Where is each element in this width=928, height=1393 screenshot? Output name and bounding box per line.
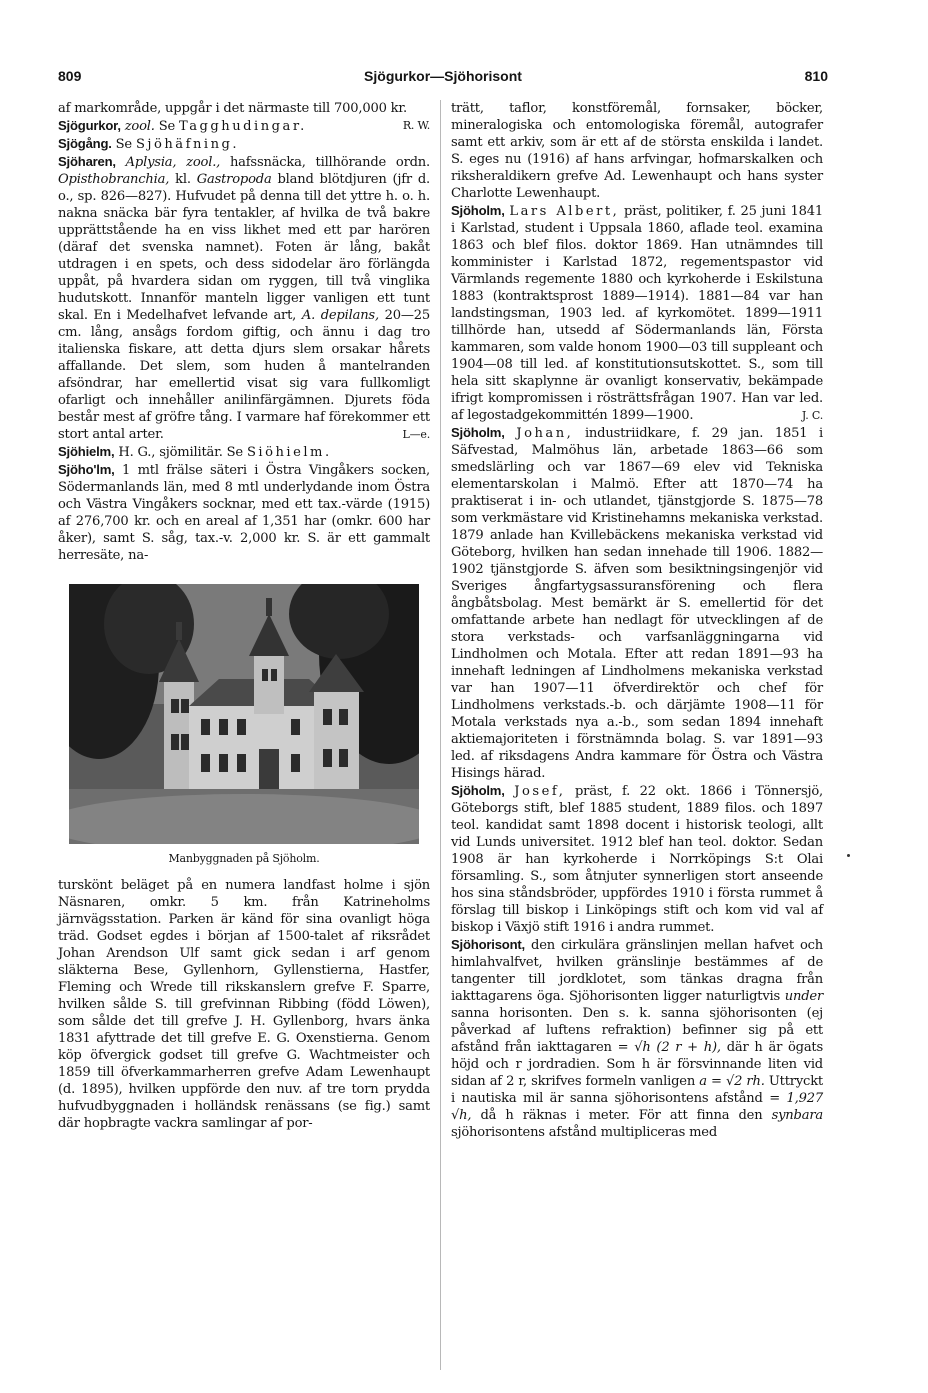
cross-reference: Siöhielm. xyxy=(246,445,332,460)
author-signature: L—e. xyxy=(402,428,430,441)
entry-person-name: Josef, xyxy=(514,784,566,799)
entry-sjohielm: Sjöhielm, H. G., sjömilitär. Se Siöhielm. xyxy=(58,444,332,460)
entry-sjoholm-johan: Sjöholm, Johan, industriidkare, f. 29 jan. 1851 i Säfvestad, Malmöhus län, arbetade 1863—66 som smedslärling och var 1867—69 elev vid Tekniska elementarskolan i Malmö. Efter att 1870—74 ha praktiserat i in- och utlandet, tjänstgjorde S. 1875—78 som verkmästare vid Kristinehamns mekaniska verkstad. 1879 anlade han Kvillebäckens mekaniska verkstad vid Göteborg, hvilken han sedan innehade till 1906. 1882—1902 tjänstgjorde S. äfven som besiktningsingenjör vid Sveriges ångfartygsassuransförening och flera ångbåtsbolag. Mest bemärkt är S. emellertid för det omfattande arbete han nedlagt för utvecklingen af de stora verkstads- och varfsanläggningarna vid Lindholmen och Motala. Efter att redan 1891—93 ha innehaft ledningen af Lindholmens mekaniska verkstad var han 1907—11 öfverdirektör och chef för Lindholmens verkstads.-b. och därjämte 1908—11 för Motala verkstads nya a.-b., som sedan 1894 innehaft aktiemajoriteten i förstnämnda bolag. S. var 1891—93 led. af riksdagens Andra kammare för Östra och Västra Hisings härad. xyxy=(451,425,824,781)
entry-headword: Sjöholm, xyxy=(451,203,505,218)
entry-headword: Sjögång. xyxy=(58,136,112,151)
running-header xyxy=(58,62,828,88)
entry-headword: Sjöhielm, xyxy=(58,444,115,459)
entry-headword: Sjöholm, xyxy=(451,783,505,798)
author-signature: J. C. xyxy=(801,409,823,422)
cross-reference: Tagghudingar. xyxy=(179,119,307,134)
entry-continuation: trätt, taflor, konstföremål, fornsaker, böcker, mineralogiska och entomologiska föremål, autografer samt ett arkiv, som är ett af de största enskilda i landet. S. eges nu (1916) af hans arfvingar, hofmarskalken och riksheraldikern grefve Ad. Lewenhaupt och hans syster Charlotte Lewenhaupt. xyxy=(451,101,823,201)
print-speck xyxy=(847,854,850,857)
author-signature: R. W. xyxy=(402,119,430,132)
entry-sjoharen: Sjöharen, Aplysia, zool., hafssnäcka, tillhörande ordn. Opisthobranchia, kl. Gastropoda bland blötdjuren (jfr d. o., sp. 826—827). Hufvudet på denna till det yttre h. o. h. nakna snäcka bär fyra tentakler, af hvilka de två bakre upprättstående ha en viss likhet med ett par harören (däraf det svenska namnet). Foten är lång, bakåt utdragen i en spets, och dess sidodelar äro förlängda uppåt, på hvardera sidan om ryggen, till två vinglika hudutskott. Innanför manteln ligger vanligen ett tunt skal. En i Medelhafvet lefvande art, A. depilans, 20—25 cm. lång, ansågs fordom giftig, och ännu i dag tro italienska fiskare, att detta djurs slem orsakar hårets affallande. Det slem, som huden å mantelranden afsöndrar, har emellertid visat sig vara fullkomligt ofarligt och innehåller anilinfärgämnen. Djurets föda består mest af gröfre tång. I varmare haf förekommer ett stort antal arter. L—e. xyxy=(58,154,431,442)
entry-person-name: Lars Albert, xyxy=(509,204,620,219)
entry-sjoholm-estate-continued: turskönt beläget på en numera landfast holme i sjön Näsnaren, omkr. 5 km. från Katrineholms järnvägsstation. Parken är känd för sina ovanligt höga träd. Godset egdes i början af 1500-talet af riksrådet Johan Arendson Ulf samt gick sedan i arf genom släkterna Bese, Gyllenhorn, Gyllenstierna, Hastfer, Fleming och Wrede till rikskanslern grefve F. Sparre, hvilken sålde S. till grefvinnan Ribbing (född Löwen), som sålde det till grefve J. H. Gyllenborg, hvars änka 1831 afyttrade det till grefve E. G. Oxenstierna. Genom köp öfvergick godset till grefve G. Wachtmeister och 1859 till öfverkammarherren grefve Adam Lewenhaupt (d. 1895), hvilken uppförde den nuv. af tre torn prydda hufvudbyggnaden i holländsk renässans (se fig.) samt där hopbragte vackra samlingar af por- xyxy=(58,878,430,1131)
figure-caption: Manbyggnaden på Sjöholm. xyxy=(168,852,320,865)
figure xyxy=(58,584,430,867)
right-column xyxy=(451,100,823,1141)
entry-continuation: af markområde, uppgår i det närmaste till 700,000 kr. R. W. xyxy=(58,101,430,132)
entry-person-name: Johan, xyxy=(516,426,574,441)
entry-sjoholm-estate: Sjöho'lm, 1 mtl frälse säteri i Östra Vingåkers socken, Södermanlands län, med 8 mtl underlydande inom Östra och Västra Vingåkers socknar, med ett tax.-värde (1915) af 276,700 kr. och en areal af 1,351 har (omkr. 600 har åker), samt S. såg, tax.-v. 2,000 kr. S. är ett gammalt herresäte, na- xyxy=(58,462,430,563)
left-column xyxy=(58,100,430,1132)
entry-headword: Sjögurkor, xyxy=(58,118,121,133)
page-number-right: 810 xyxy=(804,68,828,84)
manor-house-photo xyxy=(69,584,419,844)
entry-headword: Sjöhorisont, xyxy=(451,937,525,952)
entry-sjoholm-josef: Sjöholm, Josef, präst, f. 22 okt. 1866 i Tönnersjö, Göteborgs stift, blef 1885 student, 1889 filos. och 1897 teol. kandidat samt 1898 docent i historisk teologi, allt vid Lunds universitet. 1912 blef han teol. doktor. Sedan 1908 är han kyrkoherde i Norrköpings S:t Olai församling. S., som åtnjuter synnerligen stort anseende hos sina ståndsbröder, uppfördes 1910 i första rummet å förslag till biskop i Linköpings stift och kom vid val af biskop i Växjö stift 1916 i andra rummet. xyxy=(451,783,823,935)
entry-sjogang: Sjögång. Se Sjöhäfning. xyxy=(58,136,240,152)
running-title: Sjögurkor—Sjöhorisont xyxy=(364,68,522,84)
page-number-left: 809 xyxy=(58,68,82,84)
entry-headword: Sjöho'lm, xyxy=(58,462,115,477)
entry-sjohorisont: Sjöhorisont, den cirkulära gränslinjen mellan hafvet och himlahvalfvet, hvilken gränslinje bestämmes af de tangenter till jordklotet, som tänkas dragna från iakttagarens öga. Sjöhorisonten ligger naturligtvis under sanna horisonten. Den s. k. sanna sjöhorisonten (ej påverkad af luftens refraktion) befinner sig på ett afstånd från iakttagaren = √h (2 r + h), där h är ögats höjd och r jordradien. Som h är försvinnande liten vid sidan af 2 r, skrifves formeln vanligen a = √2 rh. Uttryckt i nautiska mil är sanna sjöhorisontens afstånd = 1,927 √h, då h räknas i meter. För att finna den synbara sjöhorisontens afstånd multipliceras med xyxy=(451,937,824,1140)
formula: 1,927 √h, xyxy=(451,1091,823,1123)
entry-sjogurkor: Sjögurkor, zool. Se Tagghudingar. xyxy=(58,118,307,134)
entry-headword: Sjöharen, xyxy=(58,154,116,169)
cross-reference: Sjöhäfning. xyxy=(135,137,240,152)
formula: √h (2 r + h), xyxy=(634,1040,721,1055)
column-divider xyxy=(440,100,441,1370)
entry-headword: Sjöholm, xyxy=(451,425,505,440)
entry-sjoholm-lars-albert: Sjöholm, Lars Albert, präst, politiker, f. 25 juni 1841 i Karlstad, student i Uppsala 1860, aflade teol. examina 1863 och blef filos. doktor 1869. Han utnämndes till komminister i Karlstad 1872, regementspastor vid Värmlands regemente 1880 och kyrkoherde i Eskilstuna 1883 (kontraktsprost 1889—1914). 1881—84 var han landstingsman, 1903 led. af kyrkomötet. 1899—1911 tillhörde han, utsedd af Södermanlands län, Första kammaren, som valde honom 1900—03 till suppleant och 1904—08 till led. af konstitutionsutskottet. S., som till hela sitt skaplynne är ovanligt konservativ, bekämpade ifrigt kompromissen i rösträttsfrågan 1907. Han var led. af legostadgekommittén 1899—1900. J. C. xyxy=(451,203,823,423)
formula: a = √2 rh. xyxy=(699,1074,765,1089)
